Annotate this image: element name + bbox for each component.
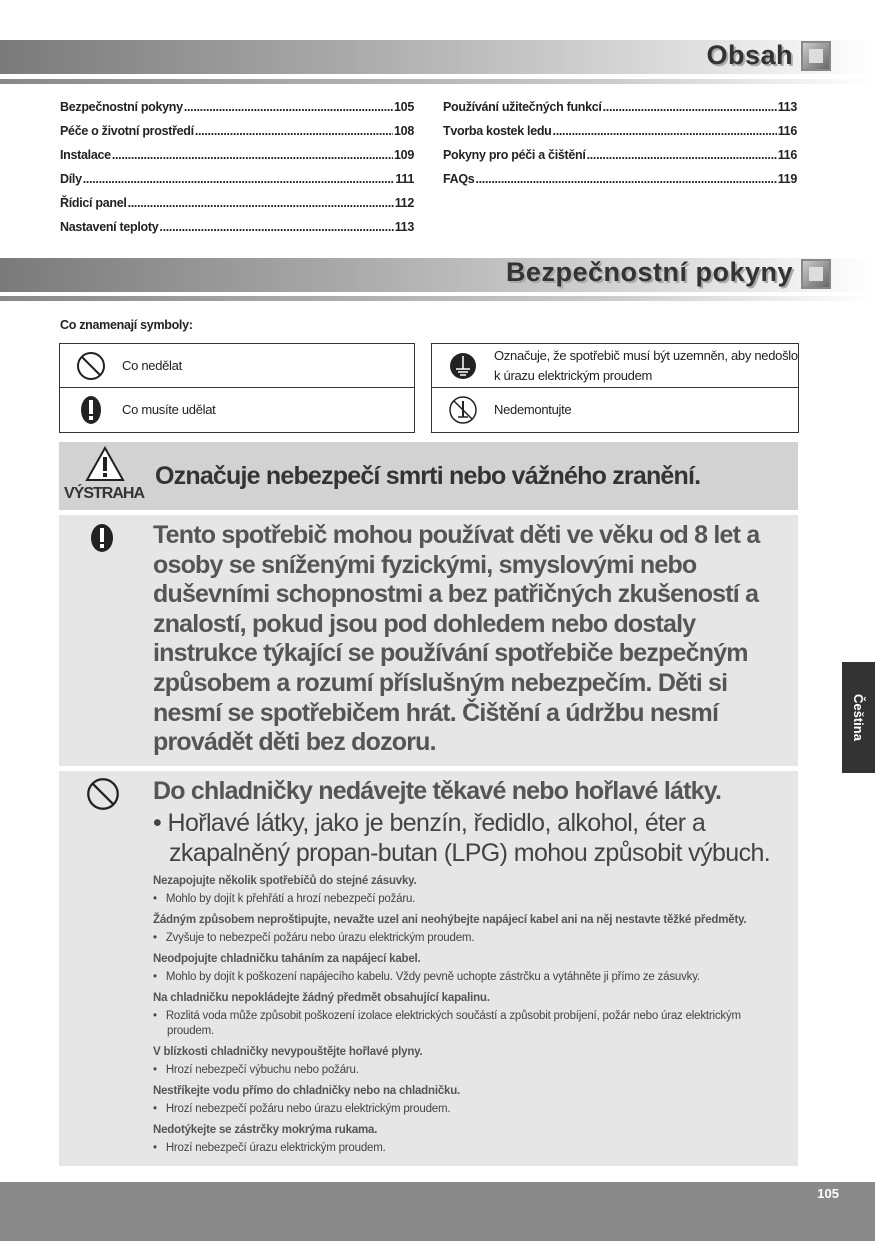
toc-entry[interactable] <box>443 167 797 191</box>
flammable-title: Do chladničky nedávejte těkavé nebo hořlavé látky. <box>153 776 722 805</box>
item-bullet-text: Zvyšuje to nebezpečí požáru nebo úrazu elektrickým proudem. <box>165 932 475 945</box>
toc-page: 111 <box>395 172 414 186</box>
toc-page: 116 <box>777 148 797 162</box>
item-heading: Žádným způsobem neproštipujte, nevažte uzel ani neohýbejte napájecí kabel ani na něj nestavte těžké předměty. <box>153 914 747 927</box>
toc-leader <box>83 172 395 186</box>
item-heading: Neodpojujte chladničku taháním za napájecí kabel. <box>153 953 421 966</box>
item-bullet-text: Hrozí nebezpečí úrazu elektrickým proudem. <box>165 1142 386 1155</box>
toc-label: Pokyny pro péči a čištění <box>443 148 586 162</box>
warning-triangle-icon <box>85 446 125 482</box>
flammable-bullet: • Hořlavé látky, jako je benzín, ředidlo, alkohol, éter a zkapalněný propan-butan (LPG) mohou způsobit výbuch. <box>153 809 771 868</box>
flammable-warning <box>59 771 798 1167</box>
toc-label: Péče o životní prostředí <box>60 124 194 138</box>
toc-leader <box>475 172 776 186</box>
toc-label: Bezpečnostní pokyny <box>60 100 183 114</box>
toc-label: Řídicí panel <box>60 196 127 210</box>
safety-items <box>153 874 788 1156</box>
divider <box>0 296 875 301</box>
item-bullet-text: Hrozí nebezpečí požáru nebo úrazu elektrickým proudem. <box>165 1103 451 1116</box>
warning-banner <box>59 442 798 510</box>
symbol-row <box>432 388 798 432</box>
symbol-text: Označuje, že spotřebič musí být uzemněn, aby nedošlo k úrazu elektrickým proudem <box>494 347 798 383</box>
toc-entry[interactable] <box>60 95 414 119</box>
toc-entry[interactable] <box>60 143 414 167</box>
toc-entry[interactable] <box>443 95 797 119</box>
toc-entry[interactable] <box>60 215 414 239</box>
item-bullet-text: Hrozí nebezpečí výbuchu nebo požáru. <box>165 1064 359 1077</box>
toc-label: Tvorba kostek ledu <box>443 124 552 138</box>
item-bullet-text: Mohlo by dojít k přehřátí a hrozí nebezpečí požáru. <box>165 893 416 906</box>
warning-word: VÝSTRAHA <box>64 485 145 502</box>
toc-label: Díly <box>60 172 82 186</box>
children-warning <box>59 515 798 766</box>
item-bullet: • Hrozí nebezpečí úrazu elektrickým proudem. <box>153 1142 386 1155</box>
symbol-row <box>60 344 414 388</box>
toc-page: 113 <box>777 100 797 114</box>
symbols-table-left <box>59 343 415 433</box>
symbols-table-right <box>431 343 799 433</box>
prohibited-icon <box>76 351 106 381</box>
toc-page: 119 <box>777 172 797 186</box>
item-bullet: • Hrozí nebezpečí výbuchu nebo požáru. <box>153 1064 359 1077</box>
symbol-row <box>432 344 798 388</box>
children-text: Tento spotřebič mohou používat děti ve věku od 8 let a osoby se sníženými fyzickými, smyslovými nebo duševními schopnostmi a bez patřičných zkušeností a znalostí, pokud jsou pod dohledem nebo dostaly instrukce týkající se používání spotřebiče bezpečným způsobem a rozumí příslušným nebezpečím. Děti si nesmí se spotřebičem hrát. Čištění a údržbu nesmí provádět děti bez dozoru. <box>153 521 760 757</box>
footer-bar <box>0 1182 875 1241</box>
item-heading: Nezapojujte několik spotřebičů do stejné zásuvky. <box>153 875 417 888</box>
toc-label: Nastavení teploty <box>60 220 159 234</box>
item-heading: Nestříkejte vodu přímo do chladničky nebo na chladničku. <box>153 1085 461 1098</box>
mandatory-icon <box>87 523 117 553</box>
toc-label: FAQs <box>443 172 475 186</box>
item-heading: V blízkosti chladničky nevypouštějte hořlavé plyny. <box>153 1046 423 1059</box>
item-bullet: • Zvyšuje to nebezpečí požáru nebo úrazu elektrickým proudem. <box>153 932 475 945</box>
toc-page: 105 <box>394 100 414 114</box>
no-disassembly-icon <box>448 395 478 425</box>
toc-page: 109 <box>394 148 414 162</box>
toc-entry[interactable] <box>60 167 414 191</box>
toc-right <box>443 95 797 191</box>
toc-left <box>60 95 414 239</box>
toc-leader <box>184 100 393 114</box>
symbol-row <box>60 388 414 432</box>
toc-entry[interactable] <box>443 119 797 143</box>
item-bullet-text: Rozlitá voda může způsobit poškození izolace elektrických součástí a způsobit probíjení, požár nebo úraz elektrickým proudem. <box>165 1010 741 1038</box>
square-icon <box>801 259 831 289</box>
divider <box>0 79 875 84</box>
toc-title: Obsah <box>706 40 793 70</box>
toc-label: Používání užitečných funkcí <box>443 100 602 114</box>
item-heading: Nedotýkejte se zástrčky mokrýma rukama. <box>153 1124 378 1137</box>
toc-page: 116 <box>777 124 797 138</box>
toc-leader <box>159 220 393 234</box>
safety-title: Bezpečnostní pokyny <box>505 257 793 287</box>
ground-icon <box>448 351 478 381</box>
item-bullet: • Mohlo by dojít k poškození napájecího kabelu. Vždy pevně uchopte zástrčku a vytáhněte ji přímo ze zásuvky. <box>153 971 700 984</box>
page-number: 105 <box>817 1186 839 1201</box>
symbol-text: Co musíte udělat <box>122 402 216 417</box>
toc-leader <box>128 196 394 210</box>
safety-content <box>59 442 798 1166</box>
item-heading: Na chladničku nepokládejte žádný předmět obsahující kapalinu. <box>153 992 490 1005</box>
warning-text: Označuje nebezpečí smrti nebo vážného zranění. <box>155 462 701 490</box>
toc-leader <box>553 124 777 138</box>
symbol-text: Nedemontujte <box>494 402 572 417</box>
item-bullet-text: Mohlo by dojít k poškození napájecího kabelu. Vždy pevně uchopte zástrčku a vytáhněte ji přímo ze zásuvky. <box>165 971 700 984</box>
toc-entry[interactable] <box>60 119 414 143</box>
toc-page: 108 <box>394 124 414 138</box>
square-icon <box>801 41 831 71</box>
item-bullet: • Rozlitá voda může způsobit poškození izolace elektrických součástí a způsobit probíjení, požár nebo úraz elektrickým proudem. <box>153 1010 741 1038</box>
toc-leader <box>587 148 777 162</box>
toc-entry[interactable] <box>60 191 414 215</box>
toc-page: 113 <box>394 220 414 234</box>
symbols-label: Co znamenají symboly: <box>60 318 193 332</box>
toc-leader <box>112 148 393 162</box>
prohibited-icon <box>85 777 121 811</box>
mandatory-icon <box>76 395 106 425</box>
toc-page: 112 <box>394 196 414 210</box>
toc-label: Instalace <box>60 148 111 162</box>
symbol-text: Co nedělat <box>122 357 182 373</box>
toc-entry[interactable] <box>443 143 797 167</box>
item-bullet: • Hrozí nebezpečí požáru nebo úrazu elektrickým proudem. <box>153 1103 451 1116</box>
item-bullet: • Mohlo by dojít k přehřátí a hrozí nebezpečí požáru. <box>153 893 416 906</box>
language-tab: Čeština <box>842 662 875 773</box>
toc-leader <box>195 124 393 138</box>
toc-leader <box>603 100 777 114</box>
